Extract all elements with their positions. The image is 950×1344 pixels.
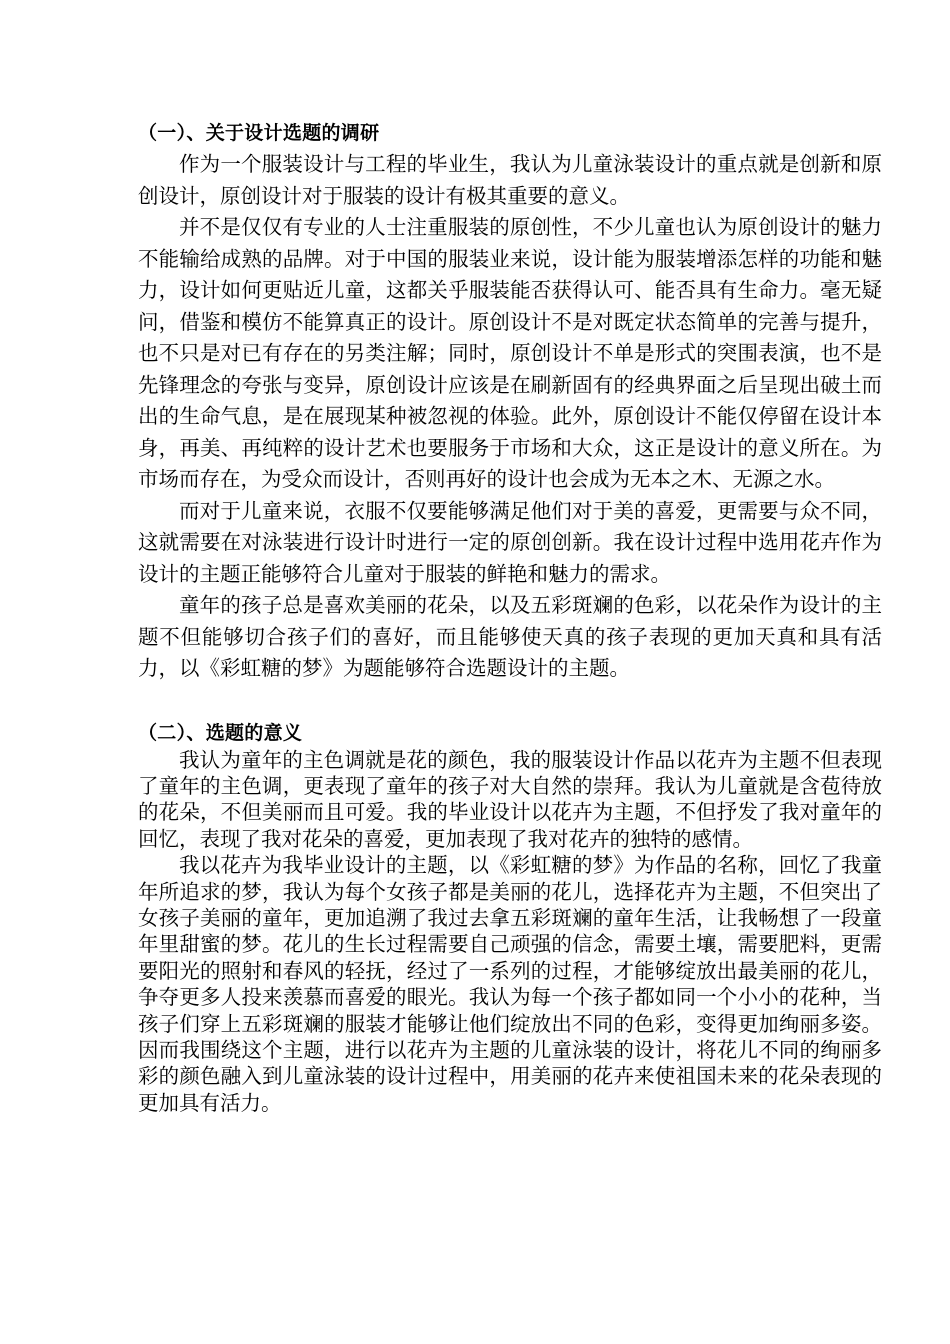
section-heading: （二）、选题的意义 — [138, 721, 303, 744]
document-page — [138, 118, 882, 1116]
paragraph: 童年的孩子总是喜欢美丽的花朵，以及五彩斑斓的色彩，以花朵作为设计的主题不但能够切合孩子们的喜好，而且能够使天真的孩子表现的更加天真和具有活力，以《彩虹糖的梦》为题能够符合选题设计的主题。 — [138, 593, 882, 680]
paragraph: 而对于儿童来说，衣服不仅要能够满足他们对于美的喜爱，更需要与众不同，这就需要在对泳装进行设计时进行一定的原创创新。我在设计过程中选用花卉作为设计的主题正能够符合儿童对于服装的鲜艳和魅力的需求。 — [138, 498, 882, 586]
section-heading: （一）、关于设计选题的调研 — [138, 122, 380, 144]
paragraph: 并不是仅仅有专业的人士注重服装的原创性，不少儿童也认为原创设计的魅力不能输给成熟的品牌。对于中国的服装业来说，设计能为服装增添怎样的功能和魅力，设计如何更贴近儿童，这都关乎服装能否获得认可、能否具有生命力。毫无疑问，借鉴和模仿不能算真正的设计。原创设计不是对既定状态简单的完善与提升，也不只是对已有存在的另类注解；同时，原创设计不单是形式的突围表演，也不是先锋理念的夸张与变异，原创设计应该是在刷新固有的经典界面之后呈现出破土而出的生命气息，是在展现某种被忽视的体验。此外，原创设计不能仅停留在设计本身，再美、再纯粹的设计艺术也要服务于市场和大众，这正是设计的意义所在。为市场而存在，为受众而设计，否则再好的设计也会成为无本之木、无源之水。 — [138, 215, 882, 491]
paragraph: 作为一个服装设计与工程的毕业生，我认为儿童泳装设计的重点就是创新和原创设计，原创设计对于服装的设计有极其重要的意义。 — [138, 152, 882, 208]
paragraph: 我认为童年的主色调就是花的颜色，我的服装设计作品以花卉为主题不但表现了童年的主色调，更表现了童年的孩子对大自然的崇拜。我认为儿童就是含苞待放的花朵，不但美丽而且可爱。我的毕业设计以花卉为主题，不但抒发了我对童年的回忆，表现了我对花朵的喜爱，更加表现了我对花卉的独特的感情。 — [138, 747, 882, 851]
section-significance — [138, 719, 882, 1117]
paragraph: 我以花卉为我毕业设计的主题，以《彩虹糖的梦》为作品的名称，回忆了我童年所追求的梦，我认为每个女孩子都是美丽的花儿，选择花卉为主题，不但突出了女孩子美丽的童年，更加追溯了我过去拿五彩斑斓的童年生活，让我畅想了一段童年里甜蜜的梦。花儿的生长过程需要自己顽强的信念，需要土壤，需要肥料，更需要阳光的照射和春风的轻抚，经过了一系列的过程，才能够绽放出最美丽的花儿，争夺更多人投来羡慕而喜爱的眼光。我认为每一个孩子都如同一个小小的花种，当孩子们穿上五彩斑斓的服装才能够让他们绽放出不同的色彩，变得更加绚丽多姿。因而我围绕这个主题，进行以花卉为主题的儿童泳装的设计，将花儿不同的绚丽多彩的颜色融入到儿童泳装的设计过程中，用美丽的花卉来使祖国未来的花朵表现的更加具有活力。 — [138, 853, 882, 1115]
section-research — [138, 118, 882, 685]
